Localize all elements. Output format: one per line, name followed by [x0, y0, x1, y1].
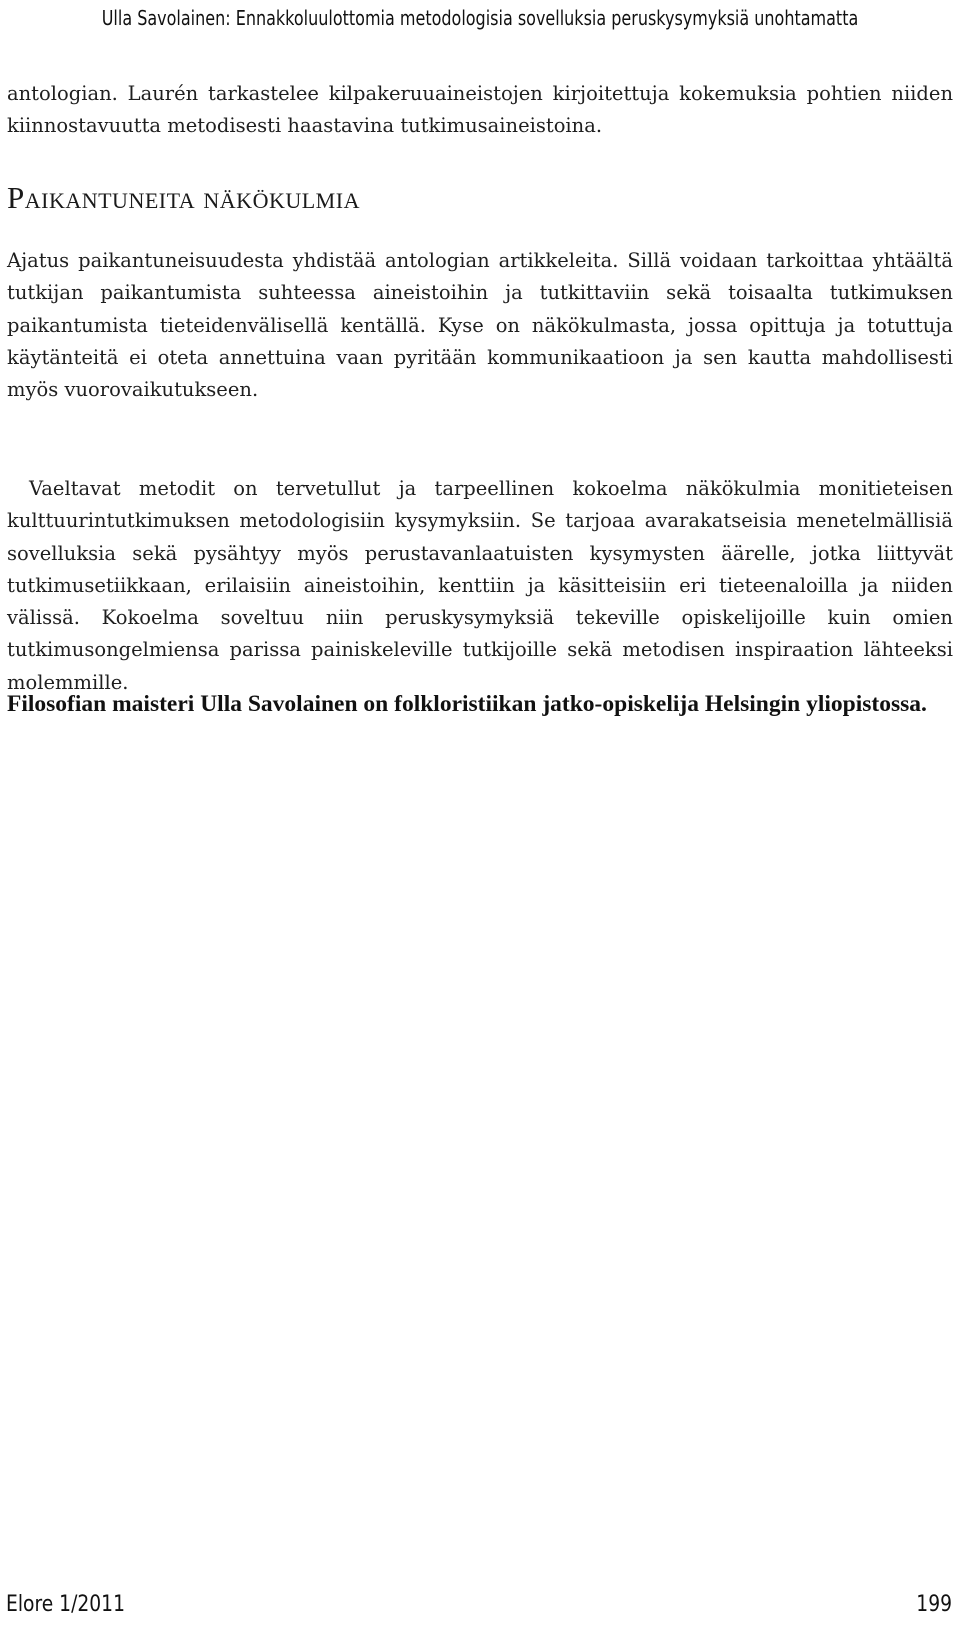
- running-header: Ulla Savolainen: Ennakkoluulottomia metodologisia sovelluksia peruskysymyksiä unohtamatta: [101, 6, 859, 30]
- body-paragraph-2: Vaeltavat metodit on tervetullut ja tarpeellinen kokoelma näkökulmia monitieteisen kulttuurintutkimuksen metodologisiin kysymyksiin. Se tarjoaa avarakatseisia menetelmällisiä sovelluksia sekä pysähtyy myös perustavanlaatuisten kysymysten äärelle, jotka liittyvät tutkimusetiikkaan, erilaisiin aineistoihin, kenttiin ja käsitteisiin eri tieteenaloilla ja niiden välissä. Kokoelma soveltuu niin peruskysymyksiä tekeville opiskelijoille kuin omien tutkimusongelmiensa parissa painiskeleville tutkijoille sekä metodisen inspiraation lähteeksi molemmille.: [7, 477, 953, 694]
- journal-issue: Elore 1/2011: [6, 1592, 125, 1617]
- body-paragraph-1: Ajatus paikantuneisuudesta yhdistää antologian artikkeleita. Sillä voidaan tarkoittaa yhtäältä tutkijan paikantumista suhteessa aineistoihin ja tutkittaviin sekä toisaalta tutkimuksen paikantumista tieteidenvälisellä kentällä. Kyse on näkökulmasta, jossa opittuja ja totuttuja käytänteitä ei oteta annettuina vaan pyritään kommunikaatioon ja sen kautta mahdollisesti myös vuorovaikutukseen.: [7, 249, 953, 402]
- section-heading: Paikantuneita näkökulmia: [7, 180, 360, 215]
- page-number: 199: [916, 1592, 952, 1617]
- author-bio: Filosofian maisteri Ulla Savolainen on folkloristiikan jatko-opiskelija Helsingin yliopistossa.: [7, 691, 927, 717]
- intro-paragraph: antologian. Laurén tarkastelee kilpakeruuaineistojen kirjoitettuja kokemuksia pohtien niiden kiinnostavuutta metodisesti haastavina tutkimusaineistoina.: [7, 82, 953, 138]
